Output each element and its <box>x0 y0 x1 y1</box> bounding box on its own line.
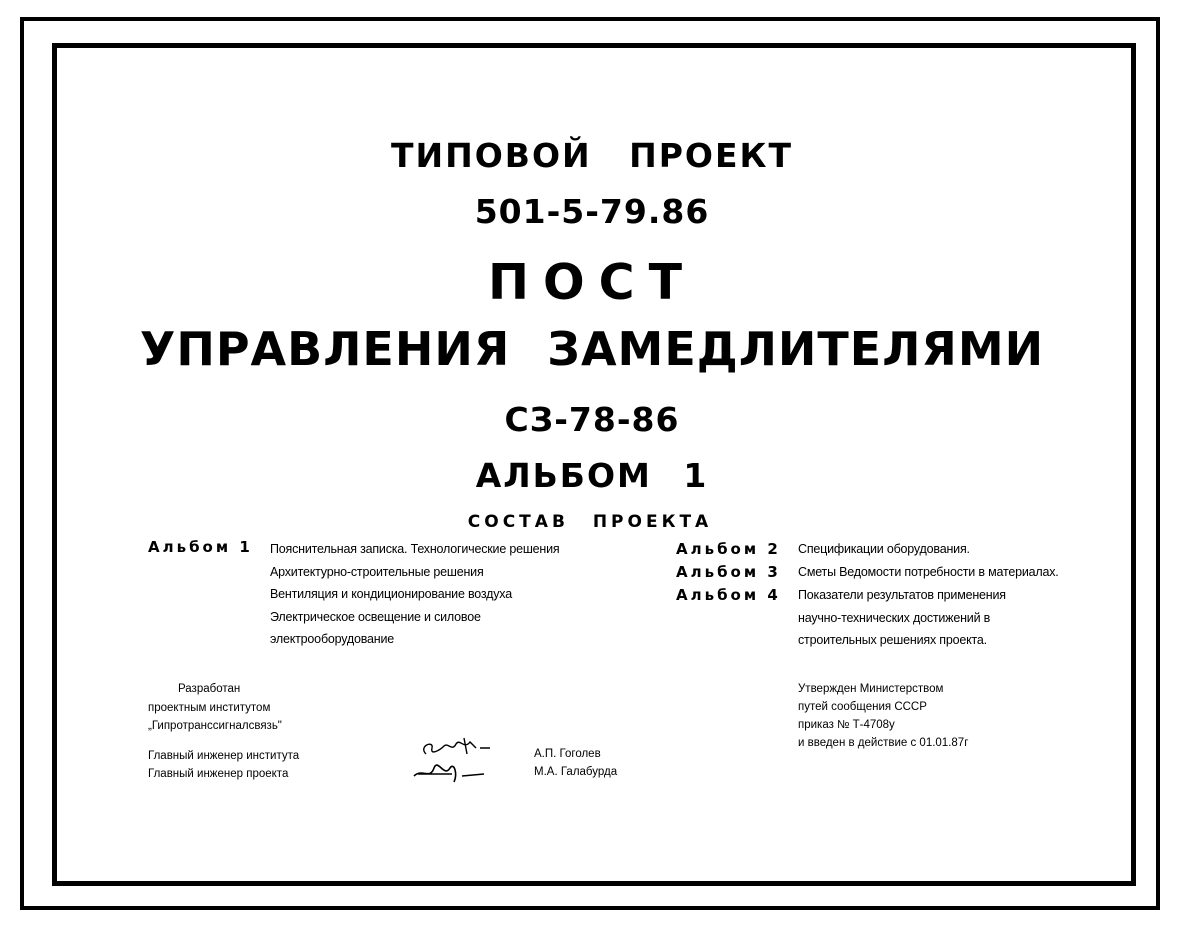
album-1-contents <box>270 538 560 651</box>
album-1-line: Вентиляция и кондиционирование воздуха <box>270 587 512 601</box>
approval-effective-date: и введен в действие с 01.01.87г <box>798 737 969 749</box>
composition-heading: СОСТАВ ПРОЕКТА <box>467 512 713 532</box>
album-4-line: Показатели результатов применения <box>798 588 1006 602</box>
title-typical-project: ТИПОВОЙ ПРОЕКТ <box>391 136 793 175</box>
signatory-name: М.А. Галабурда <box>534 766 618 778</box>
title-post: ПОСТ <box>487 254 697 311</box>
album-number: АЛЬБОМ 1 <box>475 456 709 495</box>
approval-order: приказ № Т-4708у <box>798 719 895 731</box>
approval-line-2: путей сообщения СССР <box>798 701 927 713</box>
code-number: СЗ-78-86 <box>504 400 680 439</box>
album-1-label: Альбом 1 <box>148 538 253 556</box>
developer-line-1: Разработан <box>178 683 241 695</box>
developer-line-2: проектным институтом <box>148 702 271 714</box>
album-1-line: Архитектурно-строительные решения <box>270 564 484 579</box>
album-1-line: электрооборудование <box>270 632 395 646</box>
signatory-role: Главный инженер проекта <box>148 768 289 780</box>
approval-line-1: Утвержден Министерством <box>798 683 944 695</box>
album-2-line: Спецификации оборудования. <box>798 542 970 556</box>
developer-institute: „Гипротранссигналсвязь" <box>148 720 282 732</box>
album-3-line: Сметы Ведомости потребности в материалах. <box>798 565 1059 579</box>
album-4-label: Альбом 4 <box>676 586 781 604</box>
project-number: 501-5-79.86 <box>474 192 710 231</box>
album-1-line: Пояснительная записка. Технологические решения <box>270 542 560 556</box>
signatory-name: А.П. Гоголев <box>534 748 601 760</box>
album-4-line: научно-технических достижений в <box>798 610 991 625</box>
signatory-role: Главный инженер института <box>148 750 300 762</box>
album-4-contents <box>798 584 1006 652</box>
album-2-label: Альбом 2 <box>676 540 781 558</box>
album-3-label: Альбом 3 <box>676 563 781 581</box>
handwritten-signatures <box>404 734 504 790</box>
album-4-line: строительных решениях проекта. <box>798 633 987 647</box>
album-1-line: Электрическое освещение и силовое <box>270 609 481 624</box>
title-retarder-control: УПРАВЛЕНИЯ ЗАМЕДЛИТЕЛЯМИ <box>139 322 1045 376</box>
